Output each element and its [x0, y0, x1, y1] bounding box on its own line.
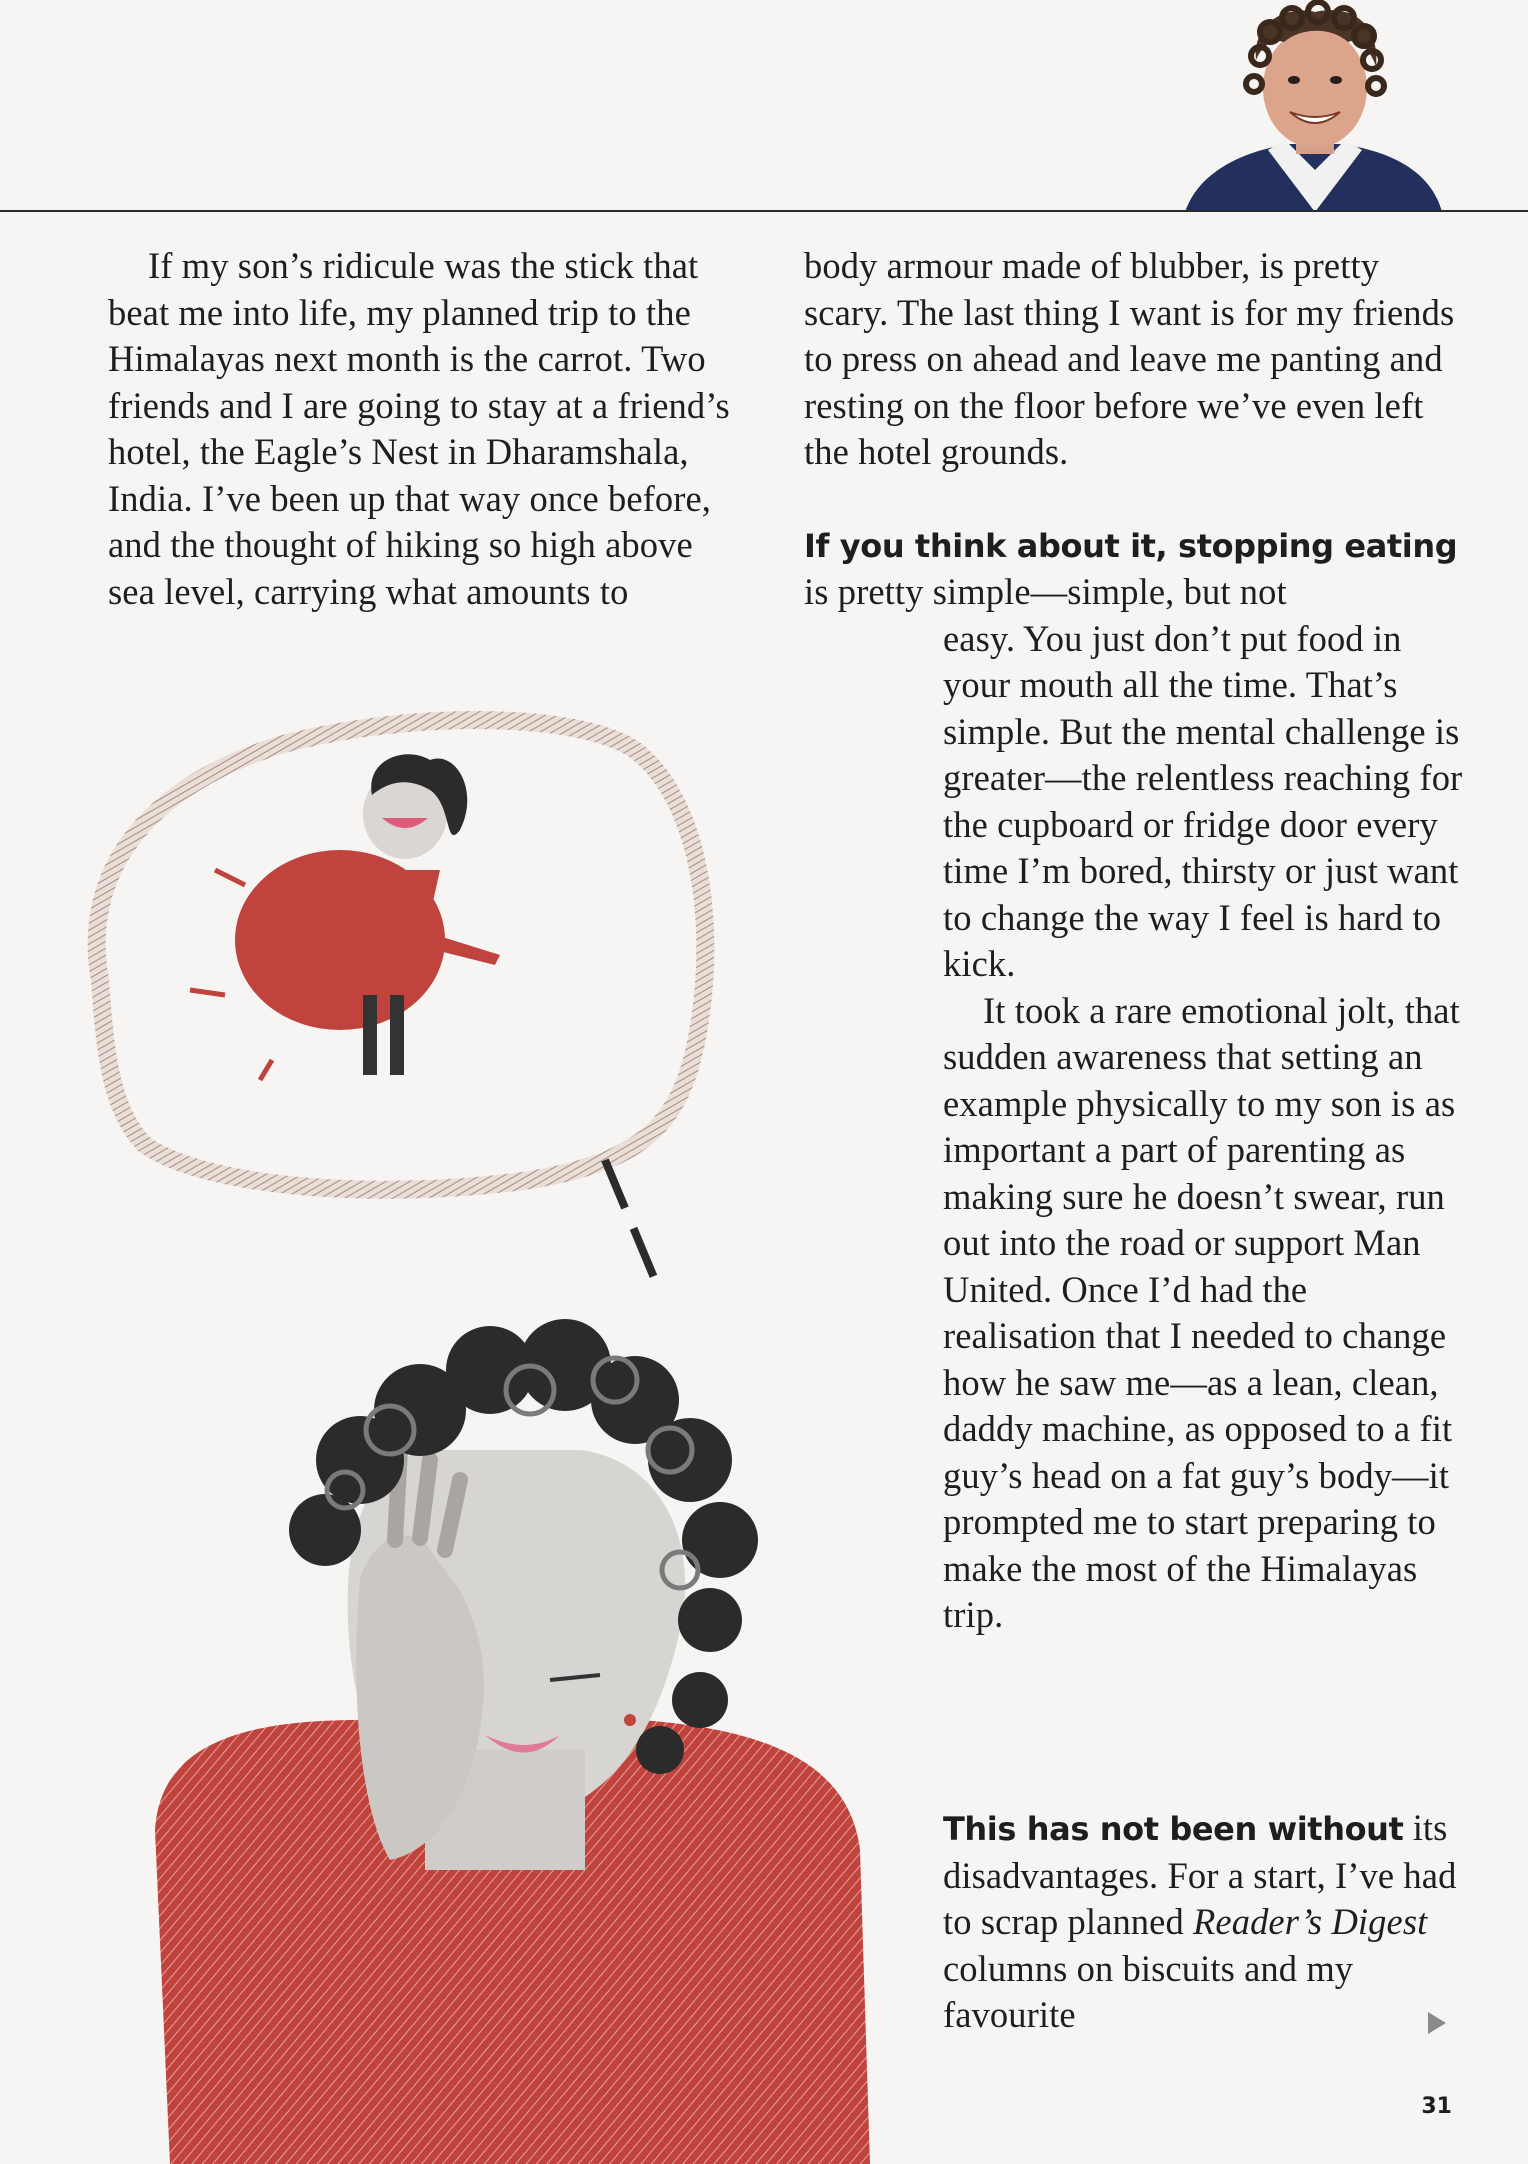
section-lead: This has not been without — [943, 1810, 1404, 1848]
left-column — [108, 243, 748, 615]
text-span: columns on biscuits and my favourite — [943, 1947, 1354, 2035]
paragraph: If my son’s ridicule was the stick that beat me into life, my planned trip to the Himalayas next month is the carrot. Two friends and I are going to stay at a friend’s hotel, the Eagle’s Nest in Dharamshala, India. I’ve been up that way once before, and the thought of hiking so high above sea level, carrying what amounts to — [108, 245, 730, 612]
paragraph: body armour made of blubber, is pretty scary. The last thing I want is for my friends to press on ahead and leave me panting and resting on the floor before we’ve even left the hotel grounds. — [804, 245, 1455, 472]
paragraph — [943, 1805, 1463, 2039]
header-rule — [0, 210, 1528, 212]
triangle-right-icon — [1428, 2012, 1446, 2034]
publication-title: Reader’s Digest — [1193, 1901, 1428, 1942]
section-2-first-lines — [804, 522, 1464, 616]
page-number: 31 — [1421, 2094, 1452, 2119]
paragraph: It took a rare emotional jolt, that sudden awareness that setting an example physically to my son is as important a part of parenting as making sure he doesn’t swear, run out into the road or support Man United. Once I’d had the realisation that I needed to change how he saw me—as a lean, clean, daddy machine, as opposed to a fit guy’s head on a fat guy’s body—it prompted me to start preparing to make the most of the Himalayas trip. — [943, 989, 1460, 1635]
section-lead: If you think about it, stopping eating — [804, 526, 1458, 565]
thought-bubble-illustration — [60, 690, 920, 2164]
section-2-first-line: is pretty simple—simple, but not — [804, 571, 1287, 612]
paragraph: easy. You just don’t put food in your mouth all the time. That’s simple. But the mental challenge is greater—the relentless reaching for the cupboard or fridge door every time I’m bored, thirsty or just want to change the way I feel is hard to kick. — [943, 617, 1463, 984]
text-span: its disadvantages. For a start, I’ve had to scrap planned — [943, 1807, 1457, 1942]
author-photo — [1180, 0, 1450, 212]
right-column-bottom — [943, 1805, 1463, 2039]
